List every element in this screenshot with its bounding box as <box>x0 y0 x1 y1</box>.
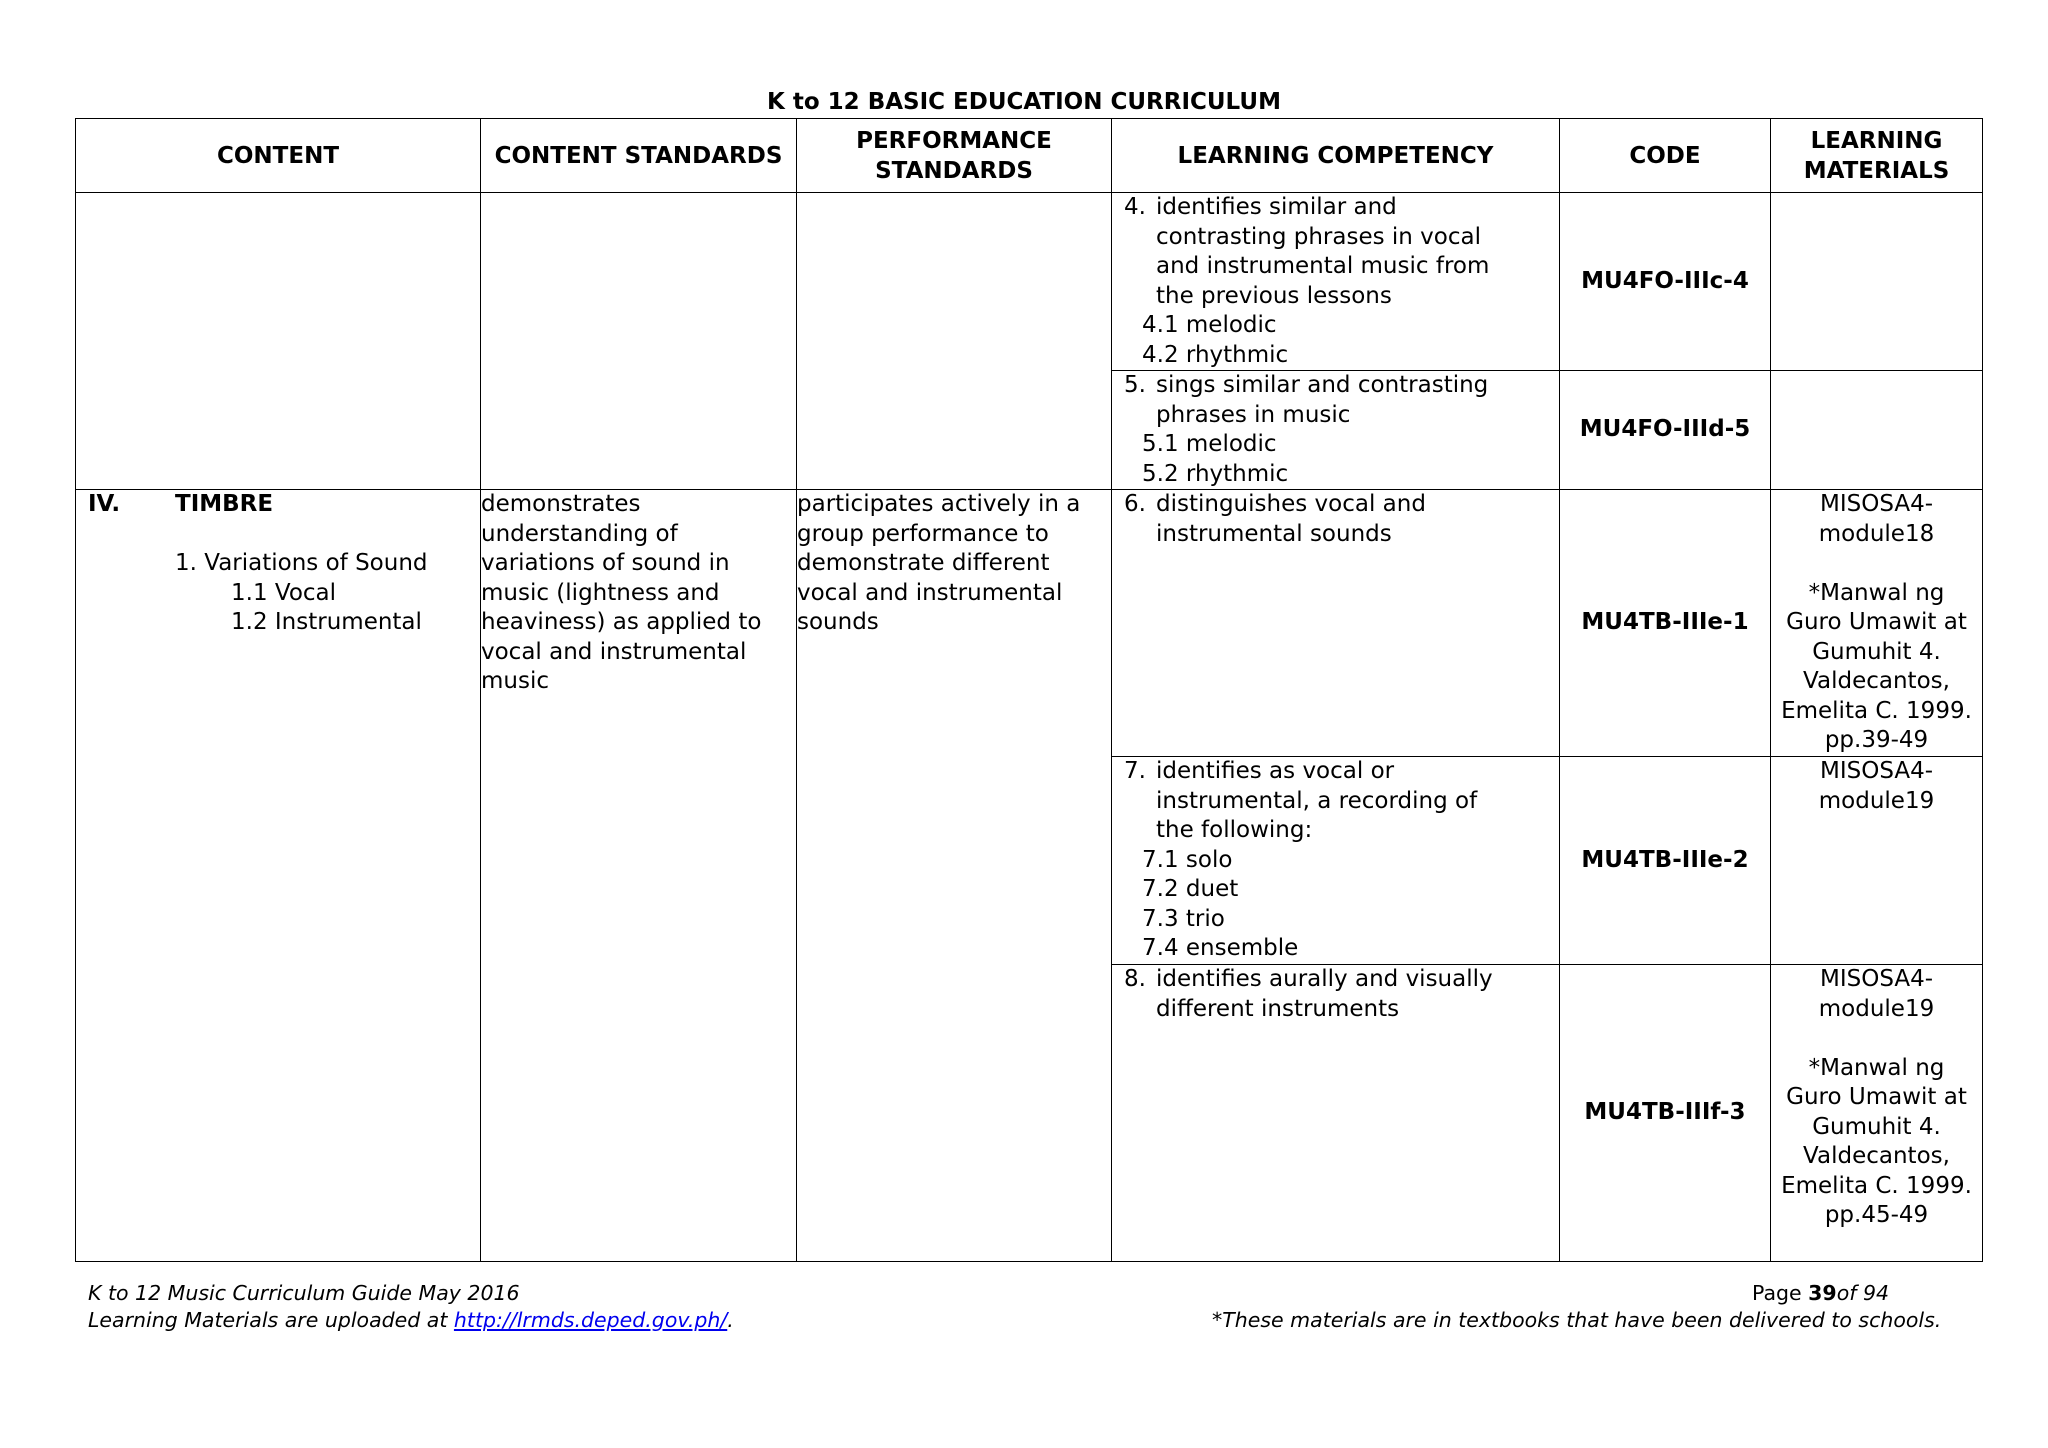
materials-line: Guro Umawit at <box>1786 609 1967 635</box>
footer-uploaded-text: Learning Materials are uploaded at <box>88 1308 454 1332</box>
header-performance-line1: PERFORMANCE <box>856 127 1052 154</box>
code-cell: MU4TB-IIIf-3 <box>1560 965 1771 1262</box>
section-numeral: IV. <box>88 491 121 517</box>
competency-number: 6. <box>1124 491 1146 517</box>
materials-line: Gumuhit 4. <box>1812 638 1941 665</box>
competency-line: contrasting phrases in vocal <box>1156 223 1481 250</box>
materials-line: Guro Umawit at <box>1786 1084 1967 1110</box>
materials-line: pp.39-49 <box>1824 727 1929 753</box>
competency-line: identifies similar and <box>1156 194 1397 220</box>
materials-cell <box>1771 371 1983 490</box>
header-learning-materials <box>1771 119 1983 193</box>
footer-left <box>88 1280 734 1334</box>
materials-line: pp.45-49 <box>1824 1202 1929 1228</box>
competency-line: instrumental, a recording of <box>1156 787 1478 814</box>
header-content-standards: CONTENT STANDARDS <box>481 119 797 193</box>
competency-subitem: 7.3 trio <box>1142 905 1225 932</box>
competency-line: distinguishes vocal and <box>1156 491 1426 517</box>
timbre-content-cell <box>76 490 481 1262</box>
competency-line: instrumental sounds <box>1156 520 1392 547</box>
materials-line: Valdecantos, <box>1803 668 1950 694</box>
performance-standard-line: demonstrate different <box>797 550 1050 576</box>
footer-guide: K to 12 Music Curriculum Guide May 2016 <box>88 1281 520 1305</box>
header-materials-line1: LEARNING <box>1810 127 1943 154</box>
footer-uploaded-suffix: . <box>727 1308 734 1332</box>
competency-line: phrases in music <box>1156 401 1351 428</box>
competency-number: 7. <box>1124 758 1146 784</box>
performance-standard-line: group performance to <box>797 520 1049 547</box>
competency-line: different instruments <box>1156 995 1400 1022</box>
content-standard-line: demonstrates <box>481 491 641 517</box>
header-row <box>76 119 1983 193</box>
page-current: 39 <box>1808 1281 1837 1305</box>
materials-cell <box>1771 757 1983 965</box>
competency-7 <box>1112 757 1560 965</box>
competency-number: 4. <box>1124 194 1146 220</box>
materials-cell <box>1771 965 1983 1262</box>
page-total: of 94 <box>1836 1281 1890 1305</box>
competency-subitem: 4.1 melodic <box>1142 312 1277 338</box>
performance-standard-cell <box>797 490 1112 1262</box>
table-row <box>76 490 1983 757</box>
page-prefix: Page <box>1752 1281 1809 1305</box>
materials-gap <box>1771 549 1982 579</box>
competency-line: sings similar and contrasting <box>1156 372 1489 398</box>
content-subitem: 1.1 Vocal <box>231 579 337 606</box>
materials-line: MISOSA4- <box>1819 966 1934 992</box>
page-title: K to 12 BASIC EDUCATION CURRICULUM <box>767 89 1281 115</box>
competency-subitem: 4.2 rhythmic <box>1142 341 1289 368</box>
competency-subitem: 5.2 rhythmic <box>1142 460 1289 487</box>
empty-content-standards-cell <box>481 193 797 490</box>
content-subitem: 1.2 Instrumental <box>231 609 422 635</box>
materials-cell <box>1771 193 1983 371</box>
content-standard-line: heaviness) as applied to <box>481 609 762 635</box>
empty-performance-cell <box>797 193 1112 490</box>
footer-uploaded <box>88 1307 734 1334</box>
competency-number: 5. <box>1124 372 1146 398</box>
performance-standard-line: vocal and instrumental <box>797 579 1063 606</box>
competency-4 <box>1112 193 1560 371</box>
header-learning-competency: LEARNING COMPETENCY <box>1112 119 1560 193</box>
content-standard-line: music <box>481 668 550 694</box>
competency-line: identifies aurally and visually <box>1156 966 1493 992</box>
performance-standard-line: participates actively in a <box>797 491 1081 517</box>
competency-line: and instrumental music from <box>1156 253 1490 279</box>
materials-line: Emelita C. 1999. <box>1781 697 1972 724</box>
competency-number: 8. <box>1124 966 1146 992</box>
materials-line: *Manwal ng <box>1808 1054 1945 1081</box>
content-standard-line: understanding of <box>481 520 678 547</box>
content-standard-line: vocal and instrumental <box>481 638 747 665</box>
header-performance-standards <box>797 119 1112 193</box>
competency-subitem: 7.1 solo <box>1142 846 1233 873</box>
content-standard-line: variations of sound in <box>481 550 730 576</box>
table-row <box>76 193 1983 371</box>
page-number <box>1752 1280 1889 1307</box>
code-cell: MU4FO-IIIc-4 <box>1560 193 1771 371</box>
content-standard-cell <box>481 490 797 1262</box>
materials-line: Emelita C. 1999. <box>1781 1172 1972 1199</box>
materials-line: MISOSA4- <box>1819 491 1934 517</box>
materials-line: Gumuhit 4. <box>1812 1113 1941 1140</box>
empty-content-cell <box>76 193 481 490</box>
materials-line: module19 <box>1818 995 1935 1022</box>
competency-line: the following: <box>1156 817 1313 843</box>
competency-6 <box>1112 490 1560 757</box>
header-content: CONTENT <box>76 119 481 193</box>
competency-line: identifies as vocal or <box>1156 758 1395 784</box>
content-standard-line: music (lightness and <box>481 579 720 606</box>
code-cell: MU4TB-IIIe-2 <box>1560 757 1771 965</box>
materials-gap <box>1771 1024 1982 1054</box>
header-materials-line2: MATERIALS <box>1803 157 1950 184</box>
lrmds-link[interactable]: http://lrmds.deped.gov.ph/ <box>453 1308 728 1332</box>
section-title: TIMBRE <box>175 491 274 517</box>
materials-line: Valdecantos, <box>1803 1143 1950 1169</box>
curriculum-table <box>75 118 1983 1262</box>
content-item: 1. Variations of Sound <box>175 550 428 576</box>
header-code: CODE <box>1560 119 1771 193</box>
code-cell: MU4FO-IIId-5 <box>1560 371 1771 490</box>
competency-subitem: 7.4 ensemble <box>1142 935 1299 961</box>
footer-note: *These materials are in textbooks that have been delivered to schools. <box>1212 1308 1942 1332</box>
competency-subitem: 7.2 duet <box>1142 876 1239 902</box>
performance-standard-line: sounds <box>797 609 879 635</box>
competency-subitem: 5.1 melodic <box>1142 431 1277 457</box>
competency-8 <box>1112 965 1560 1262</box>
competency-line: the previous lessons <box>1156 282 1392 309</box>
competency-5 <box>1112 371 1560 490</box>
code-cell: MU4TB-IIIe-1 <box>1560 490 1771 757</box>
materials-line: *Manwal ng <box>1808 579 1945 606</box>
materials-line: module18 <box>1818 520 1935 547</box>
materials-cell <box>1771 490 1983 757</box>
header-performance-line2: STANDARDS <box>875 157 1033 184</box>
materials-line: MISOSA4- <box>1819 758 1934 784</box>
materials-line: module19 <box>1818 787 1935 814</box>
